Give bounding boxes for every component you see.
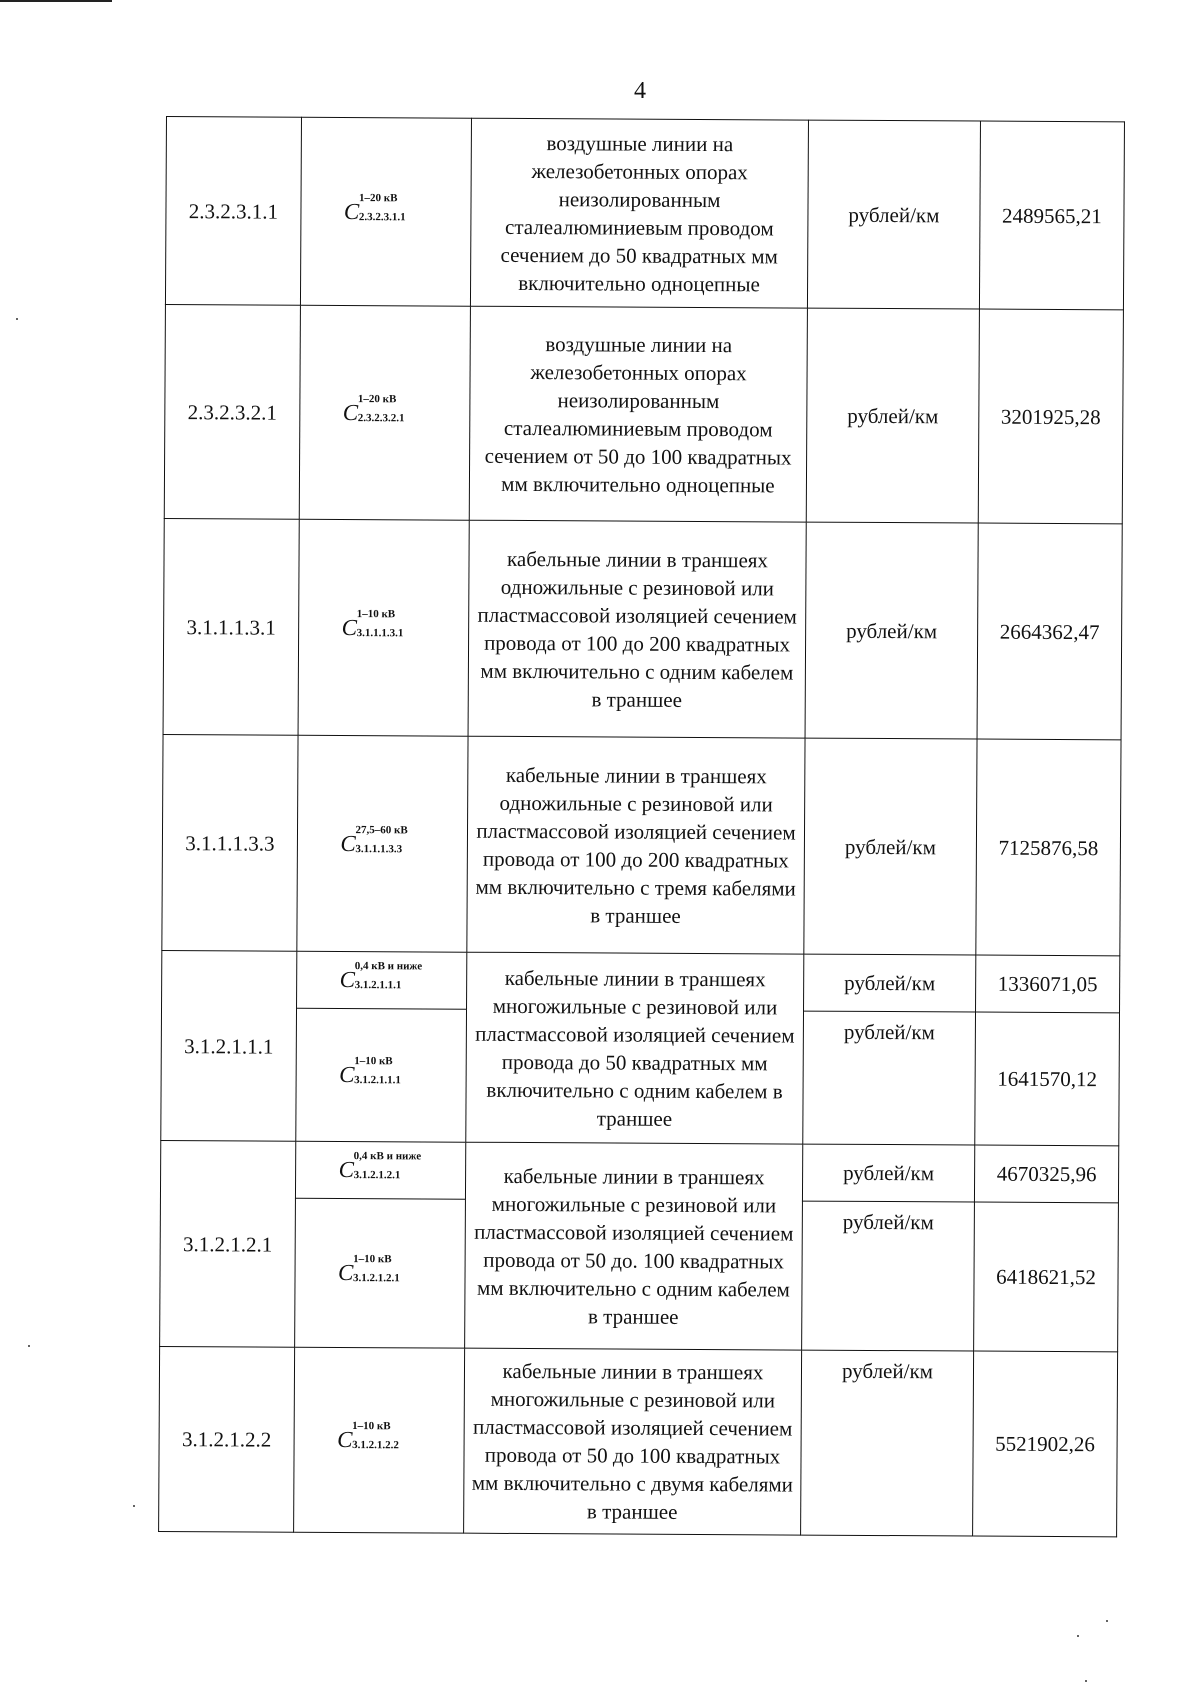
rate-symbol: C 1–20 кВ 2.3.2.3.2.1 bbox=[342, 392, 405, 425]
row-code: 3.1.1.1.3.1 bbox=[163, 518, 299, 735]
rate-symbol: C 1–10 кВ 3.1.2.1.2.1 bbox=[337, 1253, 400, 1286]
row-unit: рублей/км bbox=[806, 308, 979, 523]
row-unit: рублей/км bbox=[805, 522, 978, 739]
table-row bbox=[163, 518, 1122, 739]
row-unit: рублей/км bbox=[802, 1201, 975, 1351]
row-value: 1641570,12 bbox=[975, 1012, 1120, 1146]
rate-symbol: C 1–10 кВ 3.1.2.1.2.2 bbox=[337, 1420, 399, 1453]
row-unit: рублей/км bbox=[804, 954, 976, 1012]
top-rule bbox=[0, 0, 112, 2]
rate-symbol-cell bbox=[299, 305, 470, 520]
table-row bbox=[159, 1346, 1118, 1536]
row-unit: рублей/км bbox=[802, 1144, 974, 1202]
scan-speck bbox=[1085, 1680, 1087, 1682]
table-row bbox=[162, 950, 1120, 1012]
row-unit: рублей/км bbox=[804, 738, 977, 955]
rate-symbol: C 1–10 кВ 3.1.2.1.1.1 bbox=[339, 1055, 401, 1088]
row-description: воздушные линии на железобетонных опорах неизолированным сталеалюминиевым проводом сечением до 50 квадратных мм включительно одноцепные bbox=[470, 118, 808, 308]
row-value: 1336071,05 bbox=[976, 955, 1120, 1013]
table-row bbox=[160, 1140, 1118, 1202]
row-description: кабельные линии в траншеях многожильные с резиновой или пластмассовой изоляцией сечением провода от 50 до 100 квадратных мм включительно с двумя кабелями в траншее bbox=[464, 1348, 802, 1535]
row-code: 3.1.2.1.2.2 bbox=[159, 1346, 295, 1532]
row-description: воздушные линии на железобетонных опорах неизолированным сталеалюминиевым проводом сечением от 50 до 100 квадратных мм включительно одноцепные bbox=[469, 306, 807, 522]
page-number: 4 bbox=[634, 78, 646, 104]
row-value: 2489565,21 bbox=[979, 121, 1124, 310]
scan-speck bbox=[16, 318, 18, 320]
rate-symbol: C 27,5–60 кВ 3.1.1.1.3.3 bbox=[340, 823, 408, 856]
row-unit: рублей/км bbox=[801, 1350, 974, 1536]
row-description: кабельные линии в траншеях одножильные с резиновой или пластмассовой изоляцией сечением провода от 100 до 200 квадратных мм включительно с одним кабелем в траншее bbox=[468, 520, 806, 738]
row-code: 3.1.2.1.1.1 bbox=[161, 950, 297, 1141]
row-value: 3201925,28 bbox=[978, 309, 1123, 524]
row-value: 5521902,26 bbox=[973, 1351, 1118, 1537]
row-value: 2664362,47 bbox=[977, 523, 1122, 740]
row-description: кабельные линии в траншеях многожильные с резиновой или пластмассовой изоляцией сечением провода до 50 квадратных мм включительно с одним кабелем в траншее bbox=[466, 952, 804, 1144]
row-code: 2.3.2.3.1.1 bbox=[165, 117, 301, 306]
rate-symbol: C 1–10 кВ 3.1.1.1.3.1 bbox=[341, 607, 404, 640]
row-unit: рублей/км bbox=[803, 1011, 976, 1145]
row-unit: рублей/км bbox=[807, 120, 980, 309]
rate-symbol-cell bbox=[295, 1141, 465, 1199]
scan-speck bbox=[1106, 1620, 1108, 1622]
row-code: 3.1.2.1.2.1 bbox=[160, 1140, 296, 1347]
rate-symbol-cell bbox=[295, 1198, 466, 1348]
rate-symbol-cell bbox=[296, 1008, 467, 1142]
scan-speck bbox=[1077, 1635, 1079, 1637]
rate-symbol-cell bbox=[300, 117, 471, 306]
rate-symbol-cell bbox=[298, 519, 469, 736]
row-code: 3.1.1.1.3.3 bbox=[162, 734, 298, 951]
tariff-table bbox=[158, 116, 1125, 1537]
table-row bbox=[162, 734, 1121, 955]
tariff-table-sheet bbox=[158, 116, 1124, 1583]
row-description: кабельные линии в траншеях многожильные с резиновой или пластмассовой изоляцией сечением провода от 50 до. 100 квадратных мм включительно с одним кабелем в траншее bbox=[465, 1142, 803, 1350]
row-value: 7125876,58 bbox=[976, 739, 1121, 956]
rate-symbol: C 0,4 кВ и ниже 3.1.2.1.2.1 bbox=[338, 1150, 422, 1183]
table-row bbox=[165, 117, 1124, 310]
row-value: 4670325,96 bbox=[974, 1145, 1118, 1203]
scan-speck bbox=[133, 1505, 135, 1507]
table-row bbox=[164, 304, 1123, 523]
row-value: 6418621,52 bbox=[974, 1202, 1119, 1352]
rate-symbol-cell bbox=[297, 951, 467, 1009]
scan-speck bbox=[28, 1345, 30, 1347]
row-code: 2.3.2.3.2.1 bbox=[164, 304, 300, 519]
row-description: кабельные линии в траншеях одножильные с резиновой или пластмассовой изоляцией сечением провода от 100 до 200 квадратных мм включительно с тремя кабелями в траншее bbox=[467, 736, 805, 954]
rate-symbol-cell bbox=[294, 1347, 465, 1533]
rate-symbol-cell bbox=[297, 735, 468, 952]
rate-symbol: C 0,4 кВ и ниже 3.1.2.1.1.1 bbox=[339, 960, 423, 993]
rate-symbol: C 1–20 кВ 2.3.2.3.1.1 bbox=[343, 191, 406, 224]
